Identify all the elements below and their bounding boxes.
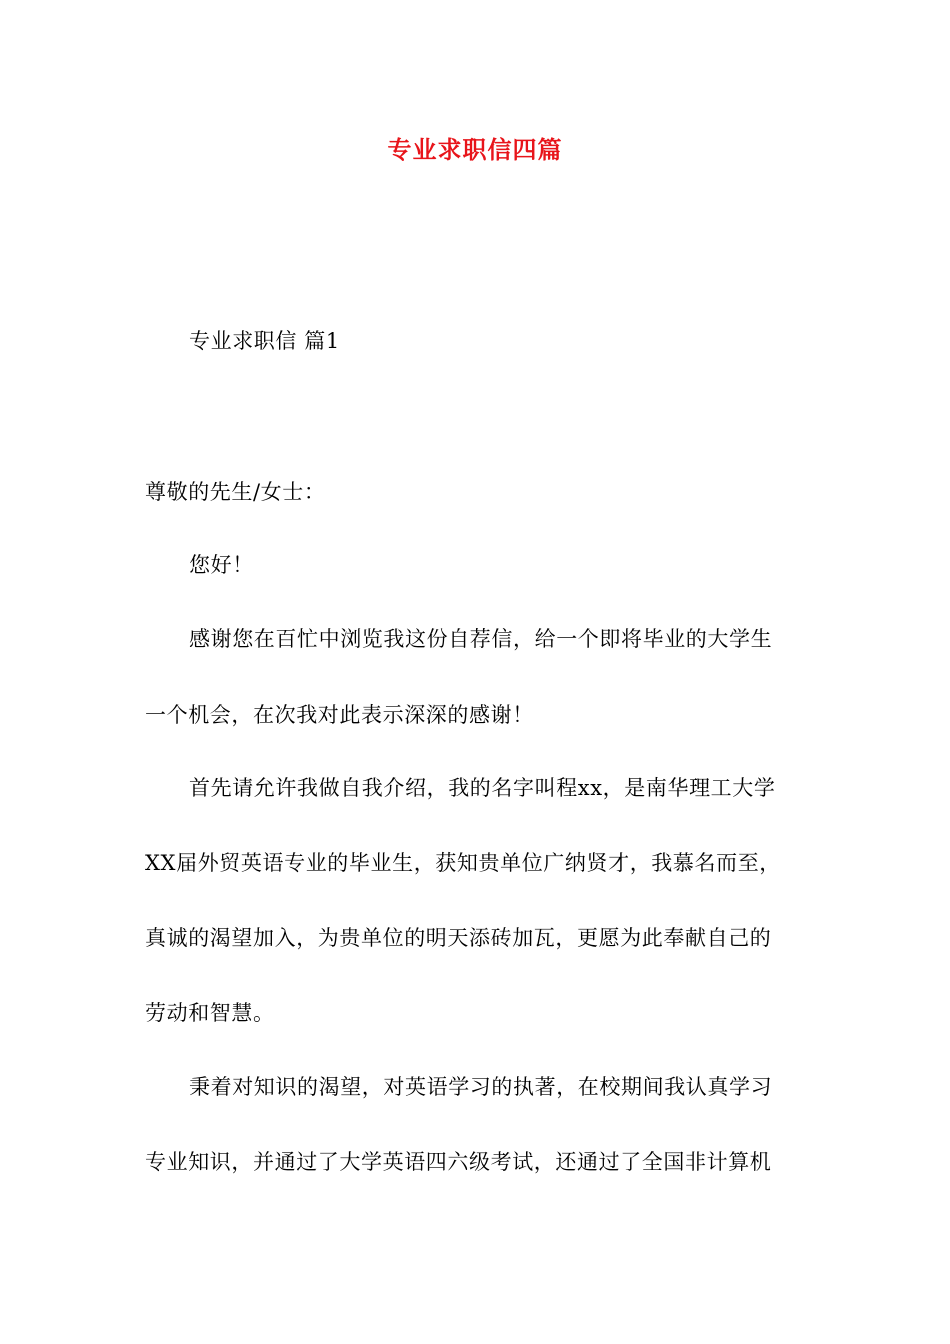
- section-heading: 专业求职信 篇1: [189, 329, 340, 353]
- body-line: 感谢您在百忙中浏览我这份自荐信，给一个即将毕业的大学生: [189, 627, 773, 651]
- document-title: 专业求职信四篇: [387, 136, 563, 164]
- body-line: 专业知识，并通过了大学英语四六级考试，还通过了全国非计算机: [145, 1150, 772, 1174]
- body-line: 劳动和智慧。: [145, 1001, 275, 1025]
- body-line: 真诚的渴望加入，为贵单位的明天添砖加瓦，更愿为此奉献自己的: [145, 926, 772, 950]
- body-line: XX届外贸英语专业的毕业生，获知贵单位广纳贤才，我慕名而至，: [145, 851, 781, 875]
- body-line: 秉着对知识的渴望，对英语学习的执著，在校期间我认真学习: [189, 1075, 773, 1099]
- body-line: 一个机会，在次我对此表示深深的感谢！: [145, 703, 534, 727]
- salutation: 尊敬的先生/女士：: [145, 480, 326, 504]
- greeting: 您好！: [189, 553, 254, 577]
- body-line: 首先请允许我做自我介绍，我的名字叫程xx，是南华理工大学: [189, 776, 776, 800]
